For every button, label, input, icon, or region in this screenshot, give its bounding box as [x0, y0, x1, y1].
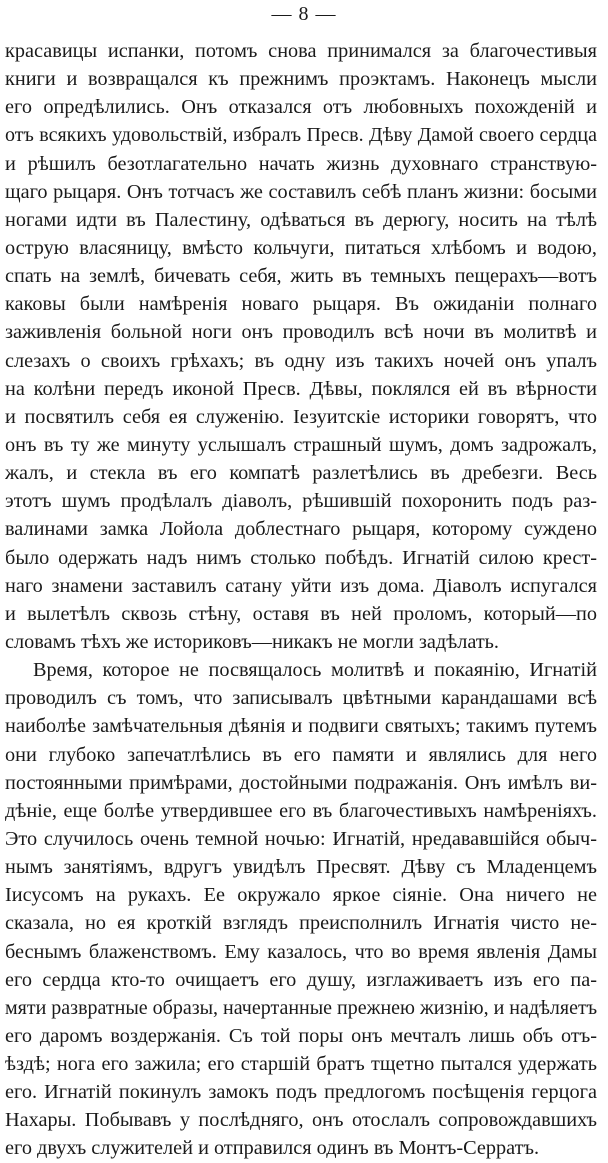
text-line: слезахъ о своихъ грѣхахъ; въ одну изъ такихъ ночей онъ упалъ: [5, 349, 597, 372]
paragraph-1: [5, 37, 597, 656]
text-line: щаго рыцаря. Онъ тотчасъ же составилъ себѣ планъ жизни: босыми: [5, 180, 597, 203]
text-line: красавицы испанки, потомъ снова принимался за благочестивыя: [5, 40, 597, 62]
page-number: — 8 —: [271, 3, 337, 25]
text-line: жалъ, и стекла въ его компатѣ разлетѣлись въ дребезги. Весь: [5, 462, 597, 485]
paragraph-2: [5, 656, 597, 1163]
text-line: отъ всякихъ удовольствій, избралъ Пресв. Дѣву Дамой своего сердца: [5, 124, 597, 147]
text-line: его даромъ воздержанія. Съ той поры онъ мечталъ лишь объ отъ-: [5, 1024, 597, 1047]
text-line: острую власяницу, вмѣсто кольчуги, питаться хлѣбомъ и водою,: [5, 236, 597, 259]
text-line: спать на землѣ, бичевать себя, жить въ темныхъ пещерахъ—вотъ: [5, 265, 597, 288]
text-line: валинами замка Лойола доблестнаго рыцаря, которому суждено: [5, 518, 597, 541]
text-line: ѣздѣ; нога его зажила; его старшій братъ тщетно пытался удержать: [5, 1053, 597, 1076]
text-line: и рѣшилъ безотлагательно начать жизнь духовнаго странствую-: [5, 152, 597, 175]
text-line: каковы были намѣренія новаго рыцаря. Въ ожиданіи полнаго: [5, 293, 597, 316]
text-line: ногами идти въ Палестину, одѣваться въ дерюгу, носить на тѣлѣ: [5, 208, 597, 231]
text-line: Нахары. Побывавъ у послѣдняго, онъ отослалъ сопровождавшихъ: [5, 1109, 597, 1132]
text-line: Это случилось очень темной ночью: Игнатій, нредававшійся обыч-: [5, 827, 597, 850]
text-line: книги и возвращался къ прежнимъ проэктамъ. Наконецъ мысли: [5, 68, 597, 91]
text-line: его двухъ служителей и отправился одинъ въ Монтъ-Серратъ.: [5, 1137, 540, 1160]
text-line: словамъ тѣхъ же историковъ—никакъ не могли задѣлать.: [5, 630, 499, 653]
text-line: сказала, но ея кроткій взглядъ преисполнилъ Игнатія чисто не-: [5, 912, 597, 935]
text-line: наиболѣе замѣчательныя дѣянія и подвиги святыхъ; такимъ путемъ: [5, 715, 597, 738]
text-line: Время, которое не посвящалось молитвѣ и покаянію, Игнатій: [33, 659, 597, 682]
text-line: онъ въ ту же минуту услышалъ страшный шумъ, домъ задрожалъ,: [5, 433, 597, 456]
text-line: его опредѣлились. Онъ отказался отъ любовныхъ похожденій и: [5, 96, 597, 119]
text-line: дѣніе, еще болѣе утвердившее его въ благочестивыхъ намѣреніяхъ.: [5, 799, 597, 822]
text-line: мяти развратные образы, начертанные прежнею жизнію, и надѣляетъ: [5, 996, 597, 1019]
text-line: заживленія больной ноги онъ проводилъ всѣ ночи въ молитвѣ и: [5, 321, 597, 344]
text-line: и посвятилъ себя ея служенію. Іезуитскіе историки говорятъ, что: [5, 405, 597, 428]
text-line: этотъ шумъ продѣлалъ діаволъ, рѣшившій похоронить подъ раз-: [5, 490, 597, 513]
text-line: постоянными примѣрами, достойными подражанія. Онъ имѣлъ ви-: [5, 771, 597, 794]
text-line: и вылетѣлъ сквозь стѣну, оставя въ ней проломъ, который—по: [5, 602, 597, 625]
text-line: было одержать надъ нимъ столько побѣдъ. Игнатій силою крест-: [5, 546, 597, 569]
text-line: проводилъ съ томъ, что записывалъ цвѣтными карандашами всѣ: [5, 687, 597, 710]
text-line: наго знамени заставилъ сатану уйти изъ дома. Діаволъ испугался: [5, 574, 597, 597]
text-line: нымъ занятіямъ, вдругъ увидѣлъ Пресвят. Дѣву съ Младенцемъ: [5, 856, 597, 879]
text-line: они глубоко запечатлѣлись въ его памяти и являлись для него: [5, 743, 597, 766]
text-line: на колѣни передъ иконой Пресв. Дѣвы, поклялся ей въ вѣрности: [5, 377, 597, 400]
text-line: его. Игнатій покинулъ замокъ подъ предлогомъ посѣщенія герцога: [5, 1081, 597, 1104]
text-line: Іисусомъ на рукахъ. Ее окружало яркое сіяніе. Она ничего не: [5, 884, 597, 907]
text-line: беснымъ блаженствомъ. Ему казалось, что во время явленія Дамы: [5, 940, 597, 963]
text-line: его сердца кто-то очищаетъ его душу, изглаживаетъ изъ его па-: [5, 968, 597, 991]
body-text: [5, 37, 597, 1163]
